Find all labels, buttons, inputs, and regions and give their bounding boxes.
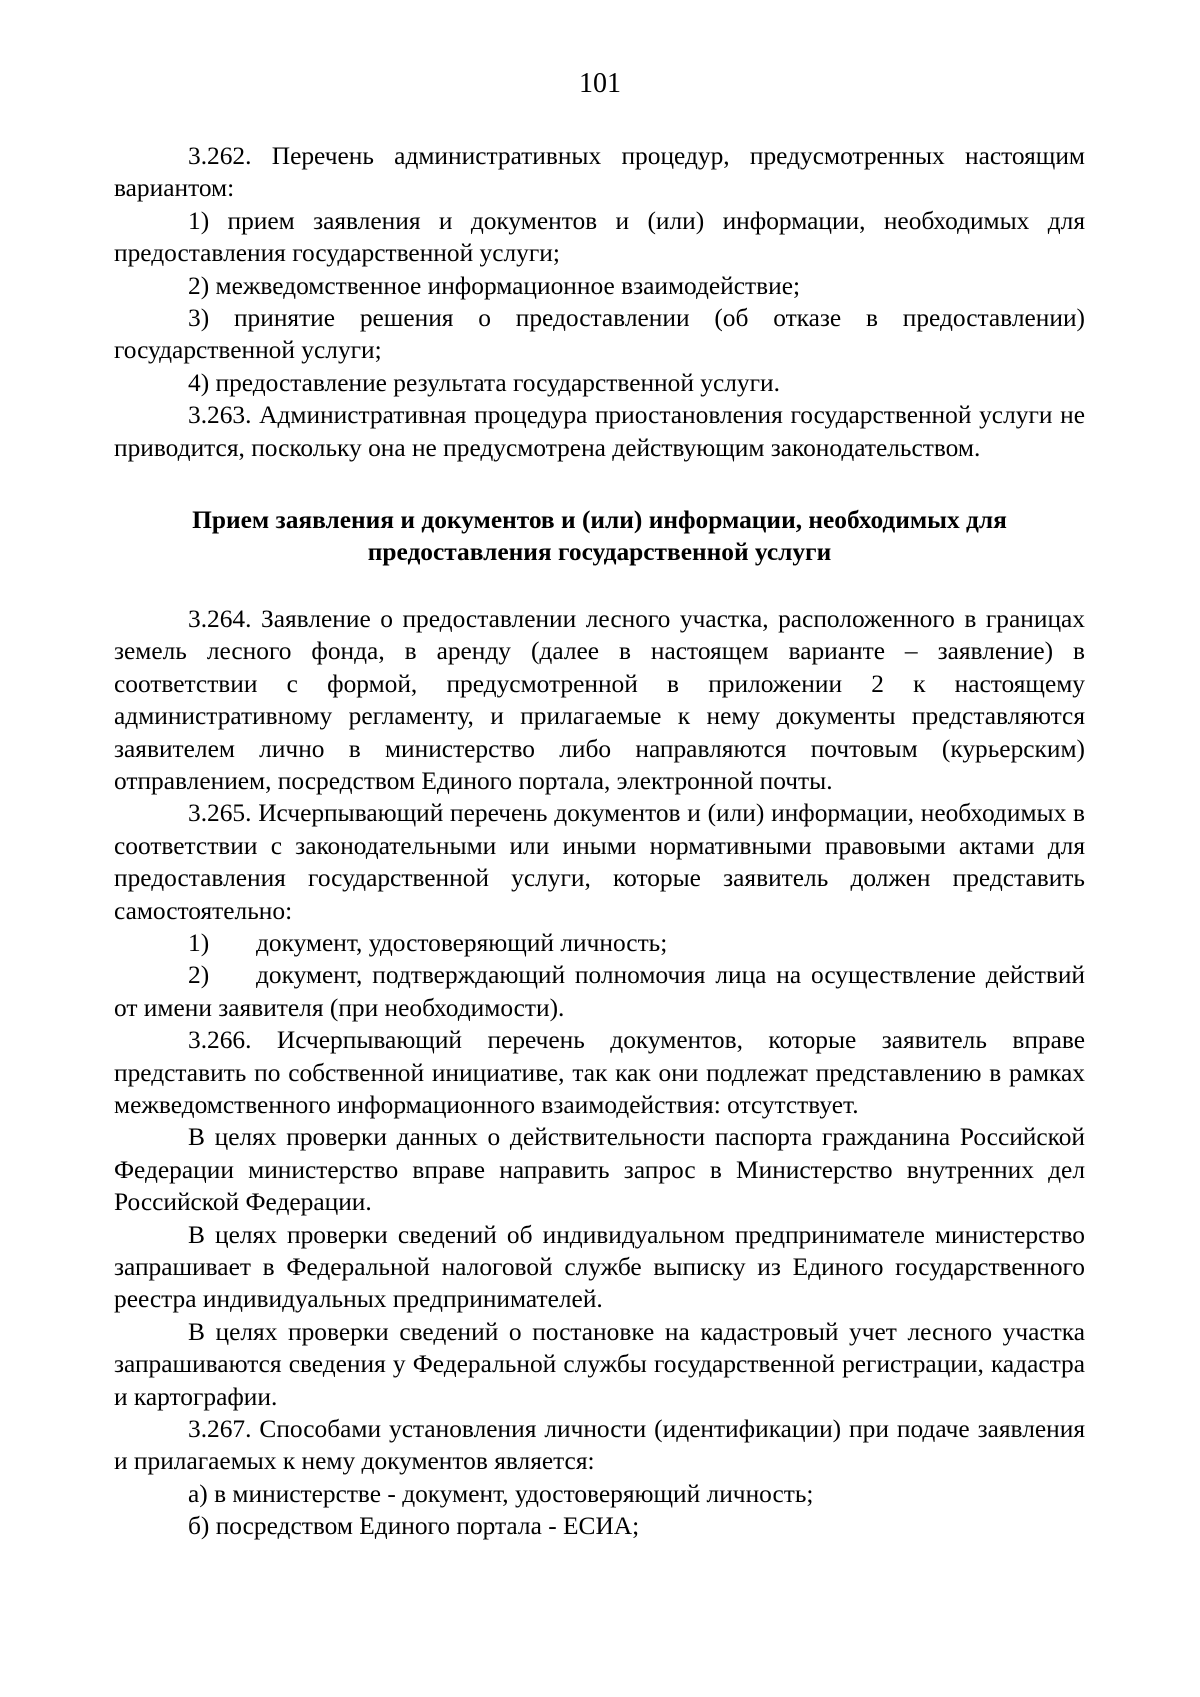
paragraph-3-262: 3.262. Перечень административных процедур, предусмотренных настоящим вариантом: [114,142,1085,203]
list-item-number: 1) [188,928,210,957]
paragraph-entrepreneur-check: В целях проверки сведений об индивидуальном предпринимателе министерство запрашивает в Федеральной налоговой службе выписку из Единого государственного реестра индивидуальных предпринимателей. [114,1220,1085,1314]
paragraph-3-263: 3.263. Административная процедура приостановления государственной услуги не приводится, поскольку она не предусмотрена действующим законодательством. [114,401,1085,462]
list-item-number: 2) [188,961,210,990]
paragraph-3-264: 3.264. Заявление о предоставлении лесного участка, расположенного в границах земель лесного фонда, в аренду (далее в настоящем варианте – заявление) в соответствии с формой, предусмотренной в приложении 2 к настоящему административному регламенту, и прилагаемые к нему документы представляются заявителем лично в министерство либо направляются почтовым (курьерским) отправлением, посредством Единого портала, электронной почты. [114,604,1085,795]
paragraph-passport-check: В целях проверки данных о действительности паспорта гражданина Российской Федерации министерство вправе направить запрос в Министерство внутренних дел Российской Федерации. [114,1123,1085,1217]
procedure-item-1: 1) прием заявления и документов и (или) информации, необходимых для предоставления государственной услуги; [114,206,1085,268]
document-body [114,140,1085,1543]
document-list-item-1 [114,927,1085,959]
procedure-item-4: 4) предоставление результата государственной услуги. [188,368,780,397]
paragraph-3-266: 3.266. Исчерпывающий перечень документов, которые заявитель вправе представить по собственной инициативе, так как они подлежат представлению в рамках межведомственного информационного взаимодействия: отсутствует. [114,1026,1085,1119]
list-item-text: документ, удостоверяющий личность; [256,928,668,957]
page-number: 101 [579,68,621,99]
document-list-item-2 [114,959,1085,1024]
identification-item-a: а) в министерстве - документ, удостоверяющий личность; [188,1479,814,1508]
procedure-item-3: 3) принятие решения о предоставлении (об отказе в предоставлении) государственной услуги; [114,304,1085,365]
section-heading-line-1: Прием заявления и документов и (или) информации, необходимых для [192,506,1007,535]
identification-item-b: б) посредством Единого портала - ЕСИА; [188,1512,640,1541]
paragraph-3-267: 3.267. Способами установления личности (идентификации) при подаче заявления и прилагаемых к нему документов является: [114,1415,1085,1476]
section-heading-line-2: предоставления государственной услуги [367,538,832,567]
procedure-item-2: 2) межведомственное информационное взаимодействие; [188,271,801,300]
section-heading [114,504,1085,569]
paragraph-cadastral-check: В целях проверки сведений о постановке на кадастровый учет лесного участка запрашиваются сведения у Федеральной службы государственной регистрации, кадастра и картографии. [114,1317,1085,1411]
list-item-text: документ, подтверждающий полномочия лица на осуществление действий от имени заявителя (при необходимости). [114,961,1085,1022]
paragraph-3-265: 3.265. Исчерпывающий перечень документов и (или) информации, необходимых в соответствии с законодательными или иными нормативными правовыми актами для предоставления государственной услуги, которые заявитель должен представить самостоятельно: [114,799,1085,925]
